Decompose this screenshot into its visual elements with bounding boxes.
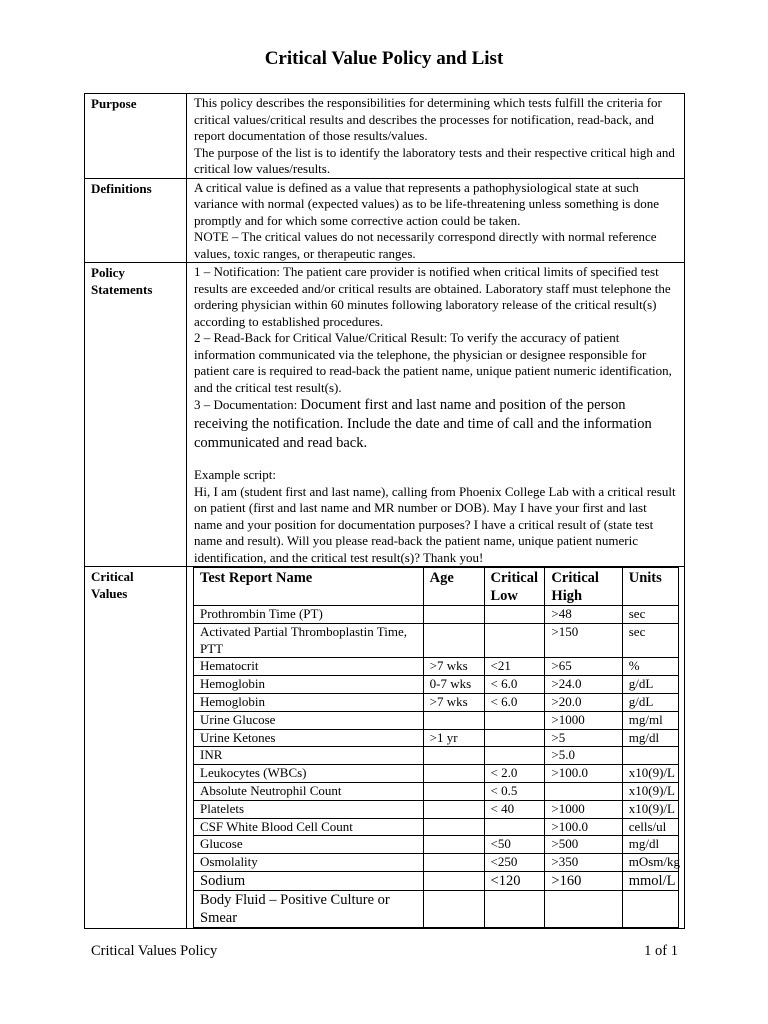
- notification-statement: 1 – Notification: The patient care provider is notified when critical limits of specified test results are exceeded and/or critical results are obtained. Laboratory staff must telephone the ordering physician within 60 minutes following laboratory release of the critical result(s) according to established procedures.: [194, 264, 671, 329]
- cell-units: sec: [622, 606, 678, 624]
- cell-high: >500: [545, 836, 622, 854]
- page-title: Critical Value Policy and List: [264, 48, 504, 69]
- example-script-text: Hi, I am (student first and last name), calling from Phoenix College Lab with a critical result on patient (first and last name and MR number or DOB). May I have your first and last name and your position for documentation purposes? I have a critical result of (state test name and result). Will you please read-back the patient name, unique patient numeric identification, and the critical test result(s)? Thank you!: [194, 483, 676, 565]
- critical-label-line: Critical: [91, 569, 134, 584]
- table-row: [194, 711, 679, 729]
- documentation-statement: [194, 396, 678, 453]
- cell-low: [484, 747, 545, 765]
- purpose-label: Purpose: [85, 94, 187, 179]
- cell-name: Leukocytes (WBCs): [194, 765, 424, 783]
- table-row: [194, 606, 679, 624]
- cell-age: 0-7 wks: [423, 676, 484, 694]
- cell-high: >65: [545, 658, 622, 676]
- documentation-lead: 3 – Documentation:: [194, 397, 301, 412]
- cell-high: >20.0: [545, 693, 622, 711]
- header-test-report-name: Test Report Name: [194, 568, 424, 606]
- cell-low: <250: [484, 854, 545, 872]
- cell-name: Prothrombin Time (PT): [194, 606, 424, 624]
- critical-label-line: Values: [91, 585, 128, 601]
- cell-name: INR: [194, 747, 424, 765]
- cell-units: x10(9)/L: [622, 782, 678, 800]
- cell-low: [484, 890, 545, 927]
- example-script-label: Example script:: [194, 467, 276, 482]
- cell-age: [423, 818, 484, 836]
- table-row: [194, 890, 679, 927]
- cell-age: >7 wks: [423, 658, 484, 676]
- cell-high: >100.0: [545, 765, 622, 783]
- header-units: Units: [622, 568, 678, 606]
- footer-page-number: 1 of 1: [644, 943, 678, 959]
- critical-values-label: [85, 567, 187, 929]
- cell-low: [484, 711, 545, 729]
- purpose-body: [187, 94, 685, 179]
- policy-statements-label: [85, 263, 187, 567]
- cell-low: [484, 623, 545, 658]
- cell-low: < 6.0: [484, 676, 545, 694]
- table-row: [194, 854, 679, 872]
- table-row: [194, 623, 679, 658]
- policy-label-line: Statements: [91, 281, 153, 297]
- critical-values-body: [187, 567, 685, 929]
- cell-high: [545, 890, 622, 927]
- cell-high: >5: [545, 729, 622, 747]
- cell-name: Hematocrit: [194, 658, 424, 676]
- cell-name: Hemoglobin: [194, 676, 424, 694]
- cell-units: mg/dl: [622, 836, 678, 854]
- cell-units: mmol/L: [622, 871, 678, 890]
- cell-high: >150: [545, 623, 622, 658]
- cell-name: Sodium: [194, 871, 424, 890]
- cell-low: <120: [484, 871, 545, 890]
- header-critical-low: Critical Low: [484, 568, 545, 606]
- policy-statements-row: [85, 263, 685, 567]
- cell-low: < 0.5: [484, 782, 545, 800]
- read-back-statement: 2 – Read-Back for Critical Value/Critical Result: To verify the accuracy of patient information communicated via the telephone, the physician or designee responsible for patient care is required to read-back the patient name, unique patient numeric identification, and the critical test result(s).: [194, 330, 672, 395]
- cell-high: >1000: [545, 800, 622, 818]
- cell-units: [622, 890, 678, 927]
- cell-high: [545, 782, 622, 800]
- definitions-paragraph: A critical value is defined as a value that represents a pathophysiological state at such variance with normal (expected values) as to be life-threatening unless something is done promptly and for which some corrective action could be taken.: [194, 179, 659, 228]
- cell-age: [423, 747, 484, 765]
- critical-values-header-row: [194, 568, 679, 606]
- cell-name: Urine Ketones: [194, 729, 424, 747]
- cell-low: < 40: [484, 800, 545, 818]
- purpose-paragraph: The purpose of the list is to identify the laboratory tests and their respective critical high and critical low values/results.: [194, 144, 675, 176]
- cell-name: Activated Partial Thromboplastin Time, PTT: [194, 623, 424, 658]
- cell-age: [423, 782, 484, 800]
- cell-units: mg/ml: [622, 711, 678, 729]
- cell-name: Platelets: [194, 800, 424, 818]
- footer-document-title: Critical Values Policy: [91, 943, 218, 959]
- cell-low: [484, 606, 545, 624]
- cell-units: mg/dl: [622, 729, 678, 747]
- cell-low: <21: [484, 658, 545, 676]
- cell-high: >5.0: [545, 747, 622, 765]
- table-row: [194, 729, 679, 747]
- cell-name: Hemoglobin: [194, 693, 424, 711]
- table-row: [194, 747, 679, 765]
- cell-high: >24.0: [545, 676, 622, 694]
- table-row: [194, 658, 679, 676]
- cell-name: Osmolality: [194, 854, 424, 872]
- cell-name: Absolute Neutrophil Count: [194, 782, 424, 800]
- table-row: [194, 676, 679, 694]
- cell-high: >48: [545, 606, 622, 624]
- cell-age: [423, 890, 484, 927]
- cell-age: >7 wks: [423, 693, 484, 711]
- definitions-row: [85, 178, 685, 263]
- table-row: [194, 836, 679, 854]
- cell-units: g/dL: [622, 693, 678, 711]
- cell-name: CSF White Blood Cell Count: [194, 818, 424, 836]
- cell-age: [423, 606, 484, 624]
- cell-age: [423, 836, 484, 854]
- cell-age: >1 yr: [423, 729, 484, 747]
- documentation-text: Document first and last name and position of the person receiving the notification. Include the date and time of call and the information communicated and read back.: [194, 397, 652, 451]
- cell-age: [423, 765, 484, 783]
- cell-high: >100.0: [545, 818, 622, 836]
- critical-values-table-body: [194, 606, 679, 928]
- cell-age: [423, 711, 484, 729]
- cell-units: cells/ul: [622, 818, 678, 836]
- purpose-paragraph: This policy describes the responsibilities for determining which tests fulfill the criteria for critical values/critical results and describes the processes for notification, read-back, and report documentation of those results/values.: [194, 95, 662, 143]
- cell-units: x10(9)/L: [622, 800, 678, 818]
- policy-label-line: Policy: [91, 265, 125, 280]
- definitions-label: Definitions: [85, 178, 187, 263]
- critical-values-row: [85, 567, 685, 929]
- cell-low: [484, 729, 545, 747]
- table-row: [194, 800, 679, 818]
- definitions-note: NOTE – The critical values do not necessarily correspond directly with normal reference values, toxic ranges, or therapeutic ranges.: [194, 229, 657, 261]
- cell-high: >1000: [545, 711, 622, 729]
- header-age: Age: [423, 568, 484, 606]
- table-row: [194, 818, 679, 836]
- cell-units: mOsm/kg: [622, 854, 678, 872]
- cell-high: >350: [545, 854, 622, 872]
- critical-values-table: [193, 567, 679, 928]
- policy-statements-body: [187, 263, 685, 567]
- definitions-body: [187, 178, 685, 263]
- cell-age: [423, 854, 484, 872]
- cell-age: [423, 623, 484, 658]
- cell-low: <50: [484, 836, 545, 854]
- cell-units: x10(9)/L: [622, 765, 678, 783]
- cell-units: sec: [622, 623, 678, 658]
- cell-low: < 6.0: [484, 693, 545, 711]
- cell-units: %: [622, 658, 678, 676]
- cell-age: [423, 871, 484, 890]
- cell-low: < 2.0: [484, 765, 545, 783]
- cell-name: Glucose: [194, 836, 424, 854]
- cell-units: [622, 747, 678, 765]
- table-row: [194, 871, 679, 890]
- policy-table: [84, 93, 685, 929]
- cell-high: >160: [545, 871, 622, 890]
- cell-age: [423, 800, 484, 818]
- cell-name: Urine Glucose: [194, 711, 424, 729]
- table-row: [194, 693, 679, 711]
- header-critical-high: Critical High: [545, 568, 622, 606]
- purpose-row: [85, 94, 685, 179]
- table-row: [194, 782, 679, 800]
- cell-units: g/dL: [622, 676, 678, 694]
- table-row: [194, 765, 679, 783]
- cell-name: Body Fluid – Positive Culture or Smear: [194, 890, 424, 927]
- cell-low: [484, 818, 545, 836]
